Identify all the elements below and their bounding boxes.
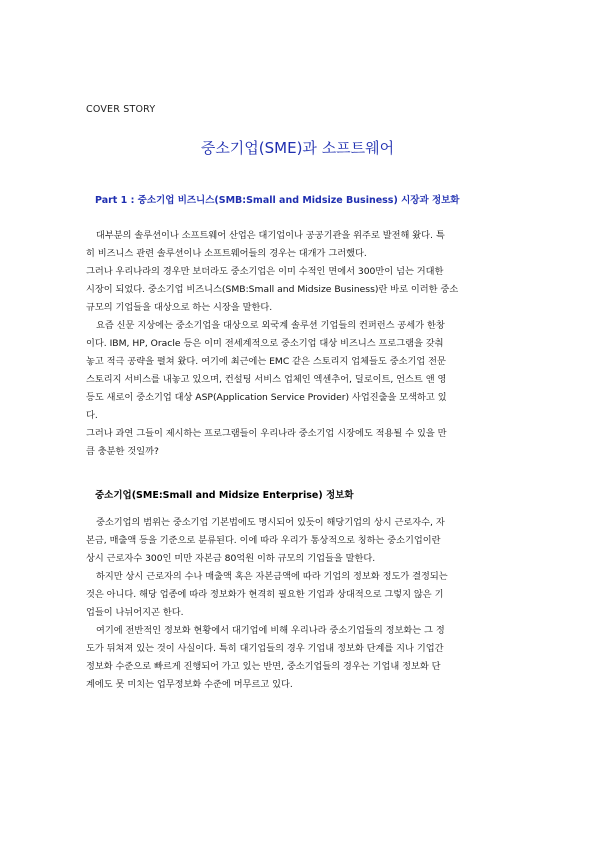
text-line: 이다. IBM, HP, Oracle 등은 이미 전세계적으로 중소기업 대상 비즈니스 프로그램을 갖춰: [86, 338, 444, 349]
text-line: 여기에 전반적인 정보화 현황에서 대기업에 비해 우리나라 중소기업들의 정보화는 그 정: [96, 625, 445, 636]
text-line: 그러나 과연 그들이 제시하는 프로그램들이 우리나라 중소기업 시장에도 적용될 수 있을 만: [86, 428, 447, 439]
text-line: 큼 충분한 것일까?: [86, 446, 159, 457]
text-line: 상시 근로자수 300인 미만 자본금 80억원 이하 규모의 기업들을 말한다.: [86, 553, 376, 564]
section2-body: [86, 514, 514, 694]
section-kicker: COVER STORY: [86, 104, 156, 115]
text-line: 것은 아니다. 해당 업종에 따라 정보화가 현격히 필요한 기업과 상대적으로 그렇지 않은 기: [86, 589, 444, 600]
text-line: 놓고 적극 공략을 펼쳐 왔다. 여기에 최근에는 EMC 같은 스토리지 업체들도 중소기업 전문: [86, 356, 446, 367]
text-line: 요즘 신문 지상에는 중소기업을 대상으로 외국계 솔루션 기업들의 컨퍼런스 공세가 한창: [96, 320, 445, 331]
text-line: 업들이 나뉘어지곤 한다.: [86, 607, 184, 618]
paragraph-2: [86, 514, 514, 694]
section1-body: [86, 227, 514, 461]
text-line: 그러나 우리나라의 경우만 보더라도 중소기업은 이미 수적인 면에서 300만이 넘는 거대한: [86, 266, 444, 277]
text-line: 계에도 못 미치는 업무정보화 수준에 머무르고 있다.: [86, 679, 293, 690]
text-line: 규모의 기업들을 대상으로 하는 시장을 말한다.: [86, 302, 273, 313]
text-line: 스토리지 서비스를 내놓고 있으며, 컨설팅 서비스 업체인 엑센추어, 딜로이트, 언스트 앤 영: [86, 374, 447, 385]
text-line: 시장이 되었다. 중소기업 비즈니스(SMB:Small and Midsize Business)란 바로 이러한 중소: [86, 284, 459, 295]
text-line: 히 비즈니스 관련 솔루션이나 소프트웨어들의 경우는 대개가 그러했다.: [86, 248, 367, 259]
text-line: 도가 뒤쳐져 있는 것이 사실이다. 특히 대기업들의 경우 기업내 정보화 단계를 지나 기업간: [86, 643, 444, 654]
paragraph-1: [86, 227, 514, 461]
text-line: 하지만 상시 근로자의 수나 매출액 혹은 자본금액에 따라 기업의 정보화 정도가 결정되는: [96, 571, 448, 582]
text-line: 다.: [86, 410, 98, 421]
text-line: 등도 새로이 중소기업 대상 ASP(Application Service Provider) 사업진출을 모색하고 있: [86, 392, 447, 403]
text-line: 중소기업의 범위는 중소기업 기본법에도 명시되어 있듯이 해당기업의 상시 근로자수, 자: [96, 517, 445, 528]
text-line: 정보화 수준으로 빠르게 진행되어 가고 있는 반면, 중소기업들의 경우는 기업내 정보화 단: [86, 661, 441, 672]
part-heading: Part 1 : 중소기업 비즈니스(SMB:Small and Midsize Business) 시장과 정보화: [95, 195, 460, 206]
text-line: 본금, 매출액 등을 기준으로 분류된다. 이에 따라 우리가 통상적으로 칭하는 중소기업이란: [86, 535, 441, 546]
article-title: 중소기업(SME)과 소프트웨어: [200, 139, 395, 157]
text-line: 대부분의 솔루션이나 소프트웨어 산업은 대기업이나 공공기관을 위주로 발전해 왔다. 특: [96, 230, 445, 241]
section2-heading: 중소기업(SME:Small and Midsize Enterprise) 정보화: [95, 490, 354, 501]
